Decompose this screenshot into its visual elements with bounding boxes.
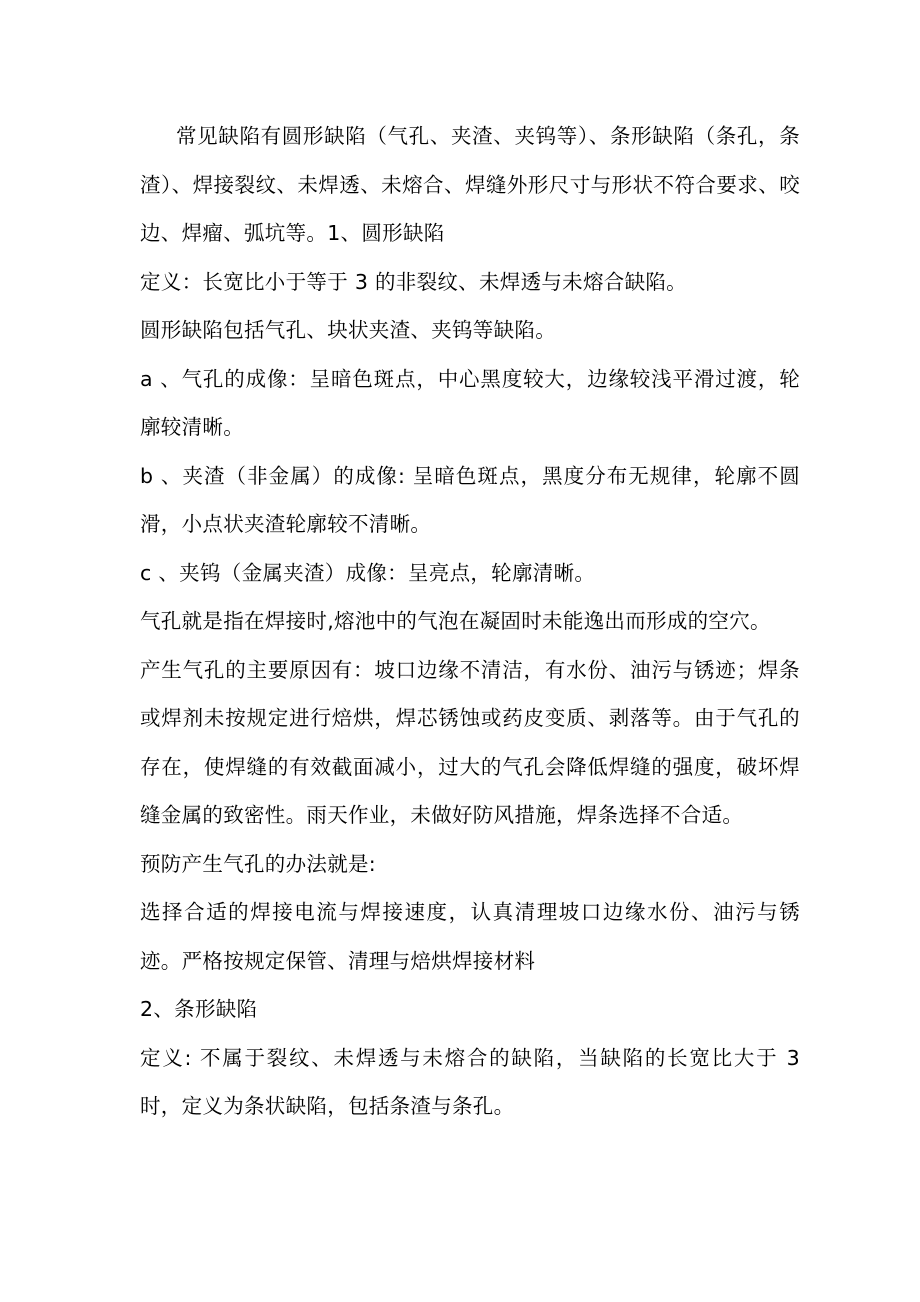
paragraph-pore-definition: 气孔就是指在焊接时,熔池中的气泡在凝固时未能逸出而形成的空穴。 — [140, 609, 771, 633]
paragraph-slag-imaging: b 、夹渣（非金属）的成像: 呈暗色斑点，黑度分布无规律，轮廓不圆滑，小点状夹渣轮廓较不清晰。 — [140, 463, 800, 536]
paragraph-pore-imaging: a 、气孔的成像：呈暗色斑点，中心黑度较大，边缘较浅平滑过渡，轮廓较清晰。 — [140, 366, 800, 439]
paragraph-tungsten-imaging: c 、夹钨（金属夹渣）成像：呈亮点，轮廓清晰。 — [140, 560, 596, 585]
section-heading-strip-defect: 2、条形缺陷 — [140, 997, 258, 1021]
paragraph-prevention-methods: 选择合适的焊接电流与焊接速度，认真清理坡口边缘水份、油污与锈迹。严格按规定保管、清理与焙烘焊接材料 — [140, 900, 800, 973]
paragraph-round-defect-types: 圆形缺陷包括气孔、块状夹渣、夹钨等缺陷。 — [140, 318, 556, 342]
document-body — [140, 112, 800, 1131]
paragraph-prevention-heading: 预防产生气孔的办法就是: — [140, 851, 377, 876]
paragraph-strip-defect-definition: 定义: 不属于裂纹、未焊透与未熔合的缺陷，当缺陷的长宽比大于 3 时，定义为条状缺陷，包括条渣与条孔。 — [140, 1045, 800, 1118]
paragraph-common-defects: 常见缺陷有圆形缺陷（气孔、夹渣、夹钨等）、条形缺陷（条孔，条渣）、焊接裂纹、未焊透、未熔合、焊缝外形尺寸与形状不符合要求、咬边、焊瘤、弧坑等。1、圆形缺陷 — [140, 124, 800, 245]
paragraph-pore-causes: 产生气孔的主要原因有：坡口边缘不清洁，有水份、油污与锈迹；焊条或焊剂未按规定进行焙烘，焊芯锈蚀或药皮变质、剥落等。由于气孔的存在，使焊缝的有效截面减小，过大的气孔会降低焊缝的强度，破坏焊缝金属的致密性。雨天作业，未做好防风措施，焊条选择不合适。 — [140, 657, 800, 827]
paragraph-round-defect-definition: 定义：长宽比小于等于 3 的非裂纹、未焊透与未熔合缺陷。 — [140, 269, 687, 294]
